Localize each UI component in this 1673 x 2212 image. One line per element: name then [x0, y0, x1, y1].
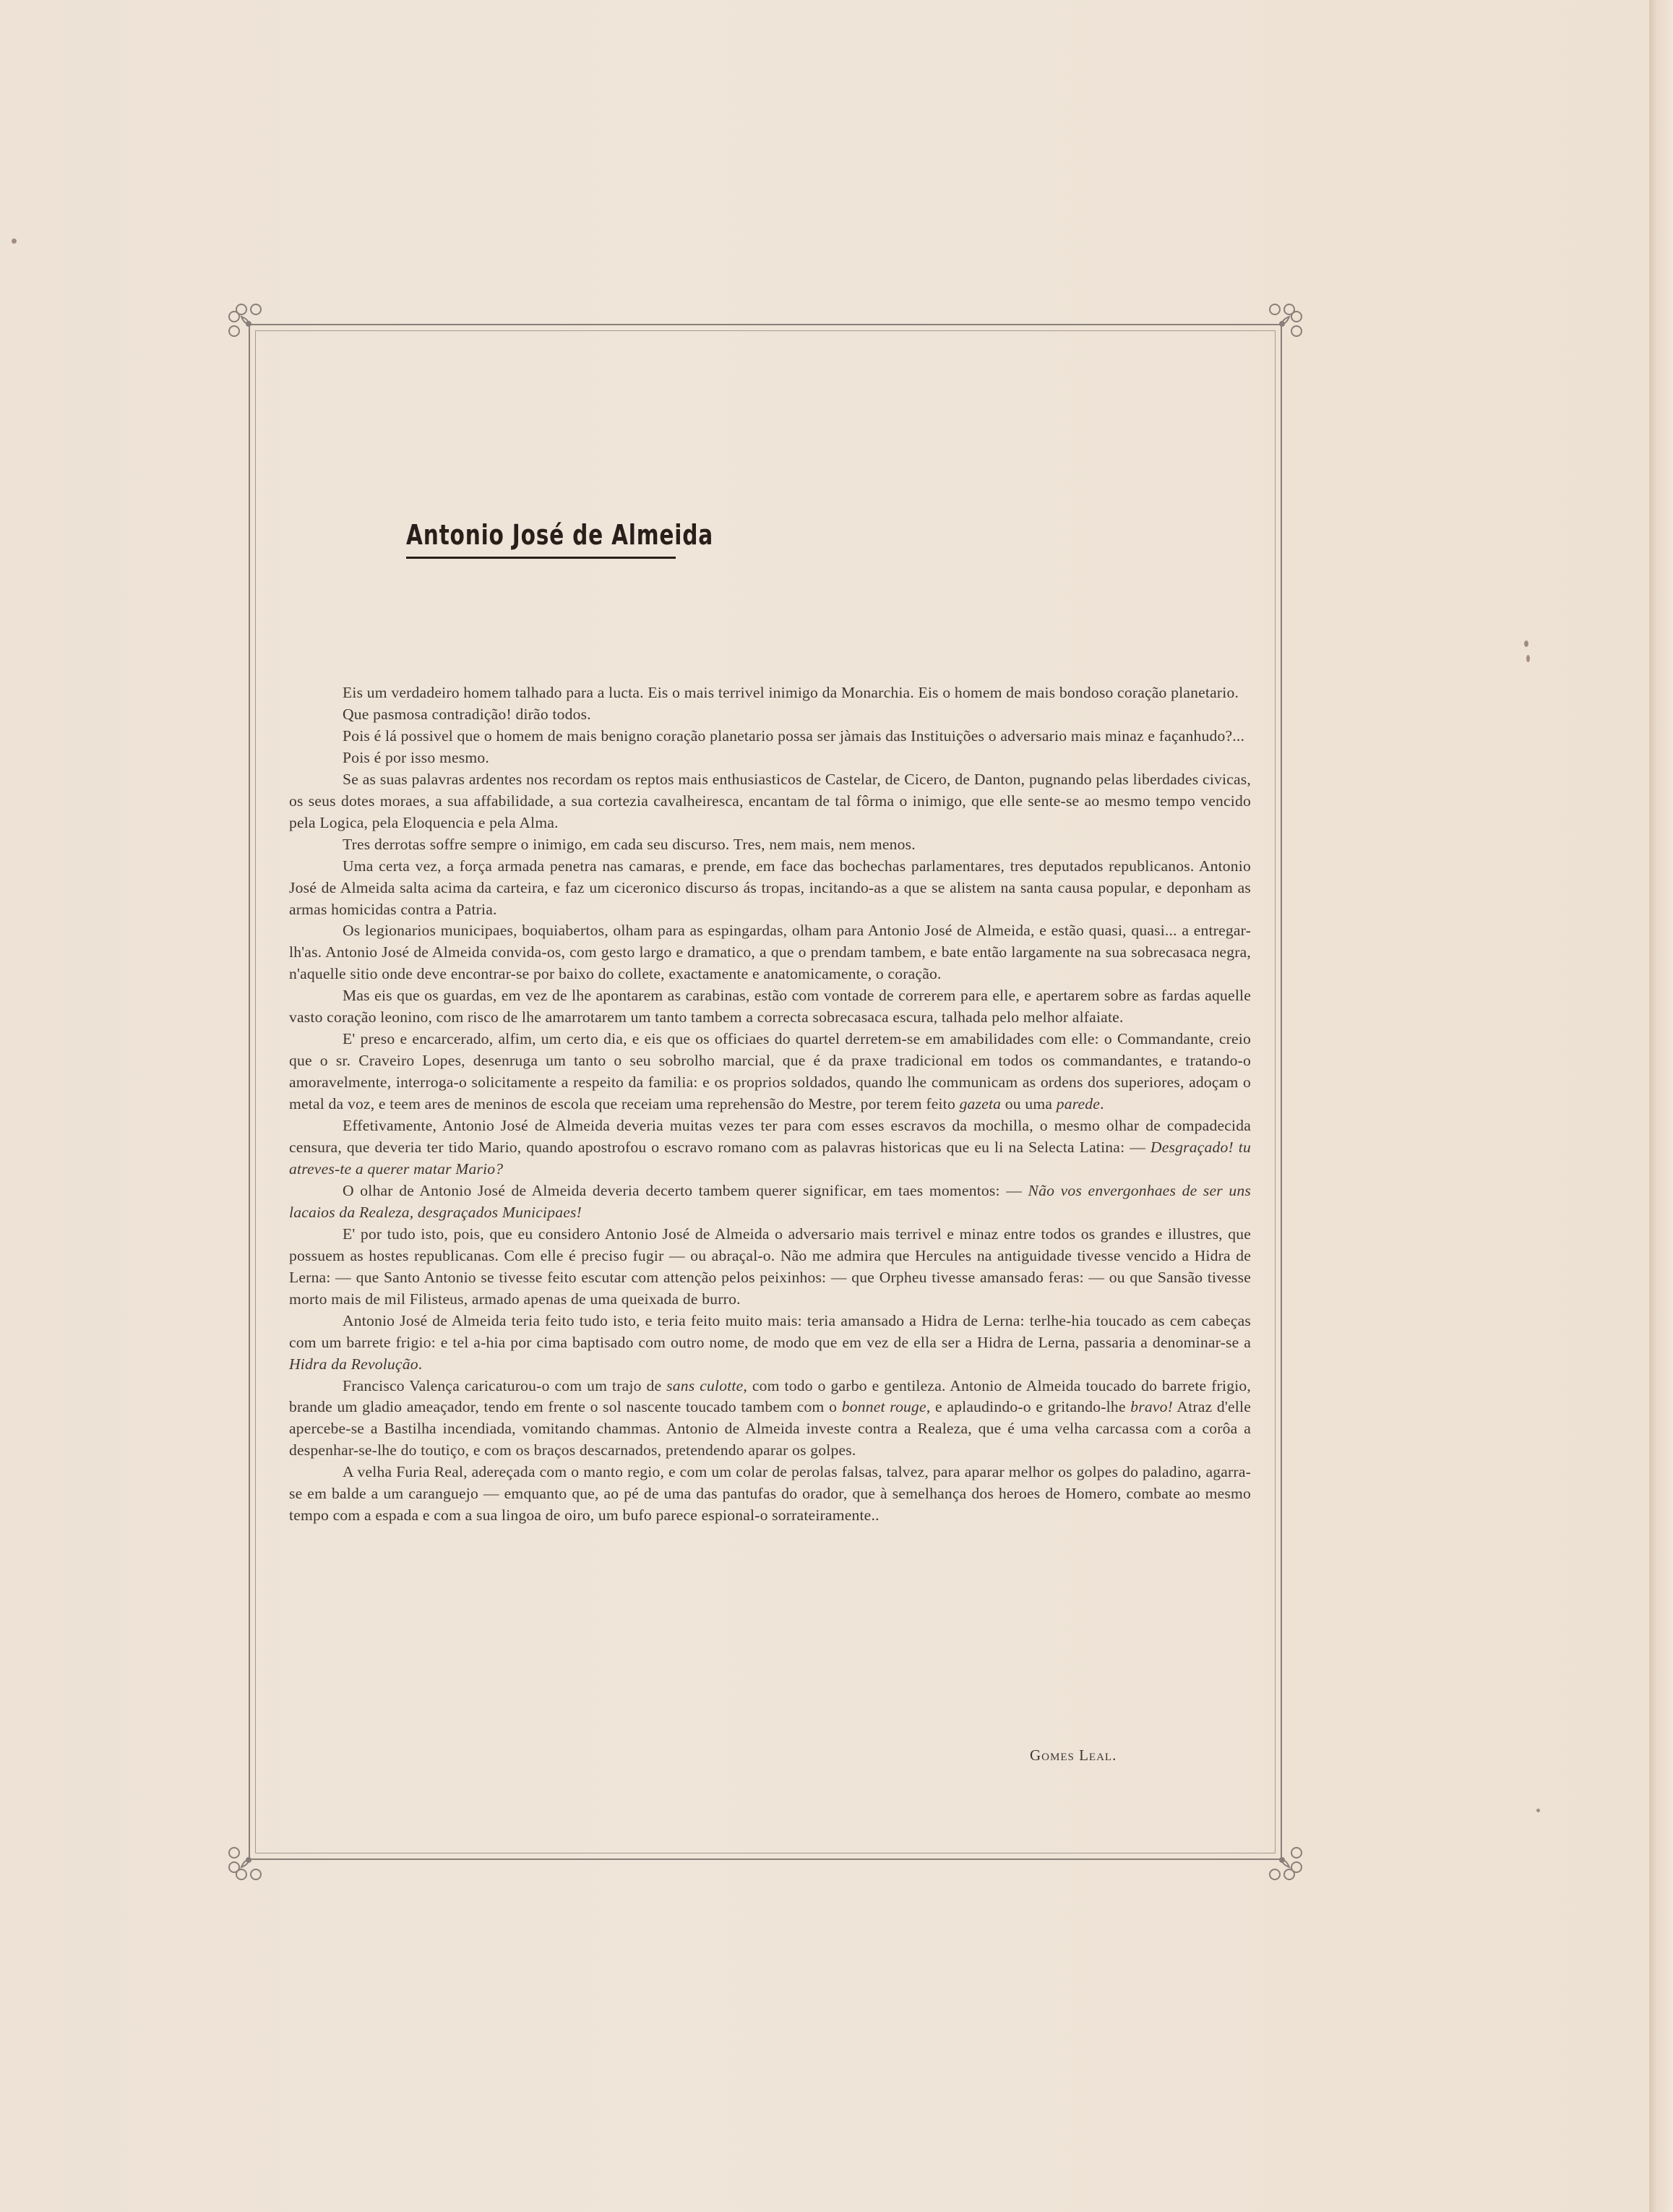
paragraph-text: O olhar de Antonio José de Almeida deveria decerto tambem querer significar, em taes momentos: —	[343, 1181, 1028, 1199]
paper-speck	[1536, 1809, 1540, 1812]
paragraph-text: Tres derrotas soffre sempre o inimigo, em cada seu discurso. Tres, nem mais, nem menos.	[343, 835, 916, 853]
paragraph-text: E' preso e encarcerado, alfim, um certo dia, e eis que os officiaes do quartel derretem-se em amabilidades com elle: o Commandante, creio que o sr. Craveiro Lopes, desenruga um tanto o seu sobrolho marcial, que é da praxe tradicional em todos os commandantes, e tratando-o amoravelmente, interroga-o solicitamente a respeito da familia: e os proprios soldados, quando lhe communicam as ordens dos superiores, adoçam o metal da voz, e teem ares de meninos de escola que receiam uma reprehensão do Mestre, por terem feito	[289, 1030, 1251, 1113]
paragraph-text: A velha Furia Real, adereçada com o manto regio, e com um colar de perolas falsas, talvez, para aparar melhor os golpes do paladino, agarra-se em balde a um caranguejo — emquanto que, ao pé de uma das pantufas do orador, que à semelhança dos heroes de Homero, combate ao mesmo tempo com a espada e com a sua lingoa de oiro, um bufo parece espional-o sorrateiramente..	[289, 1463, 1251, 1525]
article-paragraph	[289, 769, 1251, 834]
article-title: Antonio José de Almeida	[406, 519, 714, 551]
paragraph-text: parede	[1056, 1095, 1101, 1113]
paragraph-text: Uma certa vez, a força armada penetra nas camaras, e prende, em face das bochechas parlamentares, tres deputados republicanos. Antonio José de Almeida salta acima da carteira, e faz um ciceronico discurso ás tropas, incitando-as a que se alistem na santa causa popular, e deponham as armas homicidas contra a Patria.	[289, 857, 1251, 918]
paragraph-text: , e aplaudindo-o e gritando-lhe	[926, 1398, 1131, 1416]
paragraph-text: Eis um verdadeiro homem talhado para a lucta. Eis o mais terrivel inimigo da Monarchia. Eis o homem de mais bondoso coração planetario.	[343, 684, 1239, 701]
article-paragraph	[289, 1376, 1251, 1462]
paragraph-text: Se as suas palavras ardentes nos recordam os reptos mais enthusiasticos de Castelar, de Cicero, de Danton, pugnando pelas liberdades civicas, os seus dotes moraes, a sua affabilidade, a sua cortezia cavalheiresca, encantam de tal fôrma o inimigo, que elle sente-se ao mesmo tempo vencido pela Logica, pela Eloquencia e pela Alma.	[289, 770, 1251, 831]
paragraph-text: sans culotte	[666, 1376, 744, 1394]
paragraph-text: Francisco Valença caricaturou-o com um trajo de	[343, 1376, 667, 1394]
paragraph-text: Mas eis que os guardas, em vez de lhe apontarem as carabinas, estão com vontade de correrem para elle, e apertarem sobre as fardas aquelle vasto coração leonino, com risco de lhe amarrotarem um tanto tambem a correcta sobrecasaca escura, talhada pelo melhor alfaiate.	[289, 987, 1251, 1026]
article-paragraph	[289, 856, 1251, 921]
paragraph-text: .	[418, 1355, 423, 1373]
article-paragraph	[289, 1462, 1251, 1527]
paragraph-text: .	[1100, 1095, 1104, 1113]
article-paragraph	[289, 1029, 1251, 1115]
article-paragraph	[289, 726, 1251, 747]
page-edge-shadow	[1649, 0, 1673, 2212]
paragraph-text: bonnet rouge	[841, 1398, 926, 1416]
corner-ornament-bottom-right	[1259, 1837, 1305, 1883]
paragraph-text: ou uma	[1001, 1095, 1057, 1113]
paragraph-text: Que pasmosa contradição! dirão todos.	[343, 705, 591, 723]
corner-ornament-top-right	[1259, 301, 1305, 347]
article-paragraph	[289, 1180, 1251, 1224]
article-paragraph	[289, 1311, 1251, 1376]
paper-speck	[1526, 655, 1530, 662]
paragraph-text: Os legionarios municipaes, boquiabertos, olham para as espingardas, olham para Antonio José de Almeida, e estão quasi, quasi... a entregar-lh'as. Antonio José de Almeida convida-os, com gesto largo e dramatico, a que o prendam tambem, e bate então largamente na sua sobrecasaca negra, n'aquelle sitio onde deve encontrar-se por baixo do collete, exactamente e anatomicamente, o coração.	[289, 922, 1251, 983]
author-signature: Gomes Leal.	[1030, 1746, 1117, 1764]
paragraph-text: E' por tudo isto, pois, que eu considero Antonio José de Almeida o adversario mais terrivel e minaz entre todos os grandes e illustres, que possuem as hostes republicanas. Com elle é preciso fugir — ou abraçal-o. Não me admira que Hercules na antiguidade tivesse vencido a Hidra de Lerna: — que Santo Antonio se tivesse feito escutar com attenção pelos peixinhos: — que Orpheu tivesse amansado feras: — ou que Sansão tivesse morto mais de mil Filisteus, armado apenas de uma queixada de burro.	[289, 1225, 1251, 1308]
article-paragraph	[289, 834, 1251, 856]
paragraph-text: bravo!	[1130, 1398, 1173, 1416]
article-paragraph	[289, 1115, 1251, 1180]
paper-speck	[12, 239, 17, 244]
article-paragraph	[289, 1224, 1251, 1311]
paragraph-text: Hidra da Revolução	[289, 1355, 418, 1373]
article-paragraph	[289, 704, 1251, 726]
paragraph-text: Effetivamente, Antonio José de Almeida deveria muitas vezes ter para com esses escravos da mochilla, o mesmo olhar de compadecida censura, que deveria ter tido Mario, quando apostrofou o escravo romano com as palavras historicas que eu li na Selecta Latina: —	[289, 1117, 1251, 1157]
paper-speck	[1524, 640, 1528, 647]
article-paragraph	[289, 682, 1251, 704]
paragraph-text: , com todo o garbo e gentileza. Antonio de Almeida toucado do barrete frigio, brande um gladio ameaçador, tendo em frente o sol nascente toucado tambem com o	[289, 1376, 1251, 1416]
paragraph-text: Pois é lá possivel que o homem de mais benigno coração planetario possa ser jàmais das Instituições o adversario mais minaz e façanhudo?...	[343, 726, 1245, 745]
paragraph-text: gazeta	[959, 1095, 1002, 1113]
article-paragraph	[289, 985, 1251, 1029]
corner-ornament-bottom-left	[225, 1837, 272, 1883]
corner-ornament-top-left	[225, 301, 272, 347]
paragraph-text: Pois é por isso mesmo.	[343, 748, 489, 766]
article-body	[289, 682, 1251, 1527]
article-paragraph	[289, 920, 1251, 985]
article-paragraph	[289, 747, 1251, 769]
paragraph-text: Antonio José de Almeida teria feito tudo isto, e teria feito muito mais: teria amansado a Hidra de Lerna: terlhe-hia toucado as cem cabeças com um barrete frigio: e tel a-hia por cima baptisado com outro nome, de modo que em vez de ella ser a Hidra de Lerna, passaria a denominar-se a	[289, 1311, 1251, 1351]
paragraph-text: Não vos envergonhaes de ser uns lacaios da Realeza, desgraçados Municipaes!	[289, 1181, 1251, 1221]
title-underline	[406, 557, 676, 559]
paragraph-text: Desgraçado! tu atreves-te a querer matar Mario?	[289, 1139, 1251, 1178]
paragraph-text: Atraz d'elle apercebe-se a Bastilha incendiada, vomitando chammas. Antonio de Almeida investe contra a Realeza, que é uma velha carcassa com a corôa a despenhar-se-lhe do toutiço, e com os braços descarnados, pretendendo aparar os golpes.	[289, 1398, 1251, 1459]
